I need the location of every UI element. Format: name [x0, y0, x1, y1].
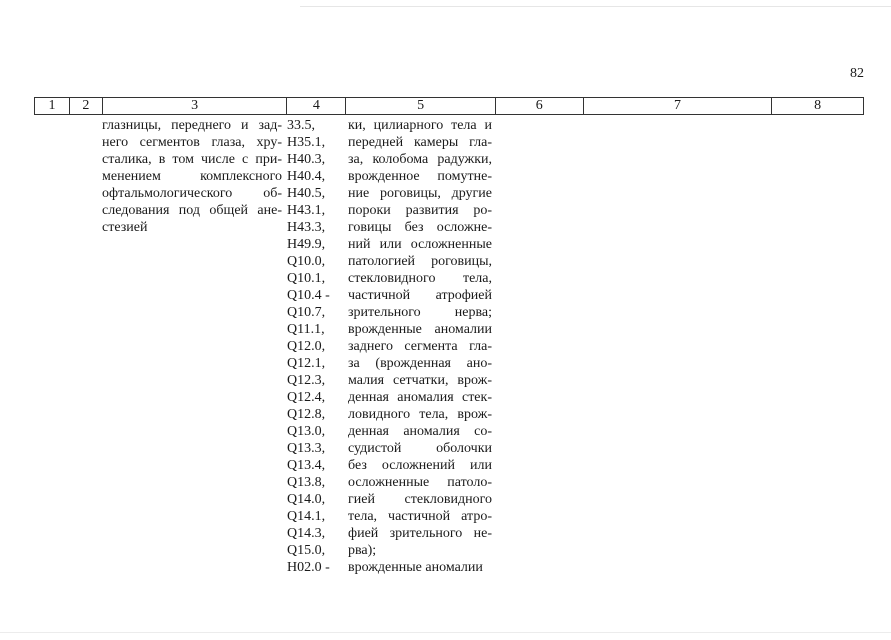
text-line: менением комплексного: [102, 169, 282, 184]
code-line: H43.3,: [287, 220, 326, 235]
header-col-1: 1: [35, 98, 70, 114]
text-line: зрительного нерва;: [348, 305, 492, 320]
scan-edge-top: [300, 6, 891, 7]
text-line: денная аномалия со-: [348, 424, 492, 439]
text-line: ний или осложненные: [348, 237, 492, 252]
header-col-4: 4: [287, 98, 346, 114]
code-line: H40.3,: [287, 152, 326, 167]
code-line: H49.9,: [287, 237, 326, 252]
code-line: Q14.1,: [287, 509, 326, 524]
header-col-3: 3: [103, 98, 288, 114]
code-line: Q12.8,: [287, 407, 326, 422]
header-col-7: 7: [584, 98, 773, 114]
text-line: гией стекловидного: [348, 492, 492, 507]
code-line: Q13.3,: [287, 441, 326, 456]
code-line: Q13.4,: [287, 458, 326, 473]
code-line: H43.1,: [287, 203, 326, 218]
text-line: патологией роговицы,: [348, 254, 492, 269]
text-line: передней камеры гла-: [348, 135, 492, 150]
code-line: Q12.3,: [287, 373, 326, 388]
header-col-2: 2: [70, 98, 103, 114]
code-line: Q12.1,: [287, 356, 326, 371]
code-line: H02.0 -: [287, 560, 330, 575]
text-line: говицы без осложне-: [348, 220, 492, 235]
text-line: осложненные патоло-: [348, 475, 492, 490]
text-line: врожденное помутне-: [348, 169, 492, 184]
text-line: судистой оболочки: [348, 441, 492, 456]
code-line: Q10.0,: [287, 254, 326, 269]
text-line: тела, частичной атро-: [348, 509, 492, 524]
header-col-6: 6: [496, 98, 584, 114]
cell-col-4-codes: [287, 117, 343, 576]
text-line: следования под общей ане-: [102, 203, 282, 218]
text-line: врожденные аномалии: [348, 322, 492, 337]
code-line: Q11.1,: [287, 322, 325, 337]
text-line: денная аномалия стек-: [348, 390, 492, 405]
page-number: 82: [850, 66, 864, 81]
code-line: Q10.4 -: [287, 288, 330, 303]
table-header-row: [34, 97, 864, 115]
code-line: Q10.7,: [287, 305, 326, 320]
text-line: сталика, в том числе с при-: [102, 152, 282, 167]
text-line: ловидного тела, врож-: [348, 407, 492, 422]
header-col-5: 5: [346, 98, 496, 114]
text-line: частичной атрофией: [348, 288, 492, 303]
text-line: за (врожденная ано-: [348, 356, 492, 371]
code-line: Q13.8,: [287, 475, 326, 490]
code-line: Q14.0,: [287, 492, 326, 507]
text-line: него сегментов глаза, хру-: [102, 135, 282, 150]
cell-col-3-description: [102, 117, 282, 236]
code-line: Q12.4,: [287, 390, 326, 405]
text-line: рва);: [348, 543, 377, 558]
code-line: Q12.0,: [287, 339, 326, 354]
text-line: ние роговицы, другие: [348, 186, 492, 201]
text-line: малия сетчатки, врож-: [348, 373, 492, 388]
code-line: Q14.3,: [287, 526, 326, 541]
scan-edge-bottom: [0, 632, 891, 633]
text-line: за, колобома радужки,: [348, 152, 492, 167]
text-line: офтальмологического об-: [102, 186, 282, 201]
text-line: без осложнений или: [348, 458, 492, 473]
code-line: H40.4,: [287, 169, 326, 184]
text-line: пороки развития ро-: [348, 203, 492, 218]
code-line: H35.1,: [287, 135, 326, 150]
code-line: Q13.0,: [287, 424, 326, 439]
text-line: заднего сегмента гла-: [348, 339, 492, 354]
text-line: глазницы, переднего и зад-: [102, 118, 282, 133]
text-line: ки, цилиарного тела и: [348, 118, 492, 133]
text-line: врожденные аномалии: [348, 560, 483, 575]
code-line: H40.5,: [287, 186, 326, 201]
code-line: Q15.0,: [287, 543, 326, 558]
text-line: стезией: [102, 220, 148, 235]
cell-col-5-conditions: [348, 117, 492, 576]
code-line: Q10.1,: [287, 271, 326, 286]
text-line: фией зрительного не-: [348, 526, 492, 541]
header-col-8: 8: [814, 98, 822, 113]
text-line: стекловидного тела,: [348, 271, 492, 286]
code-line: 33.5,: [287, 118, 315, 133]
